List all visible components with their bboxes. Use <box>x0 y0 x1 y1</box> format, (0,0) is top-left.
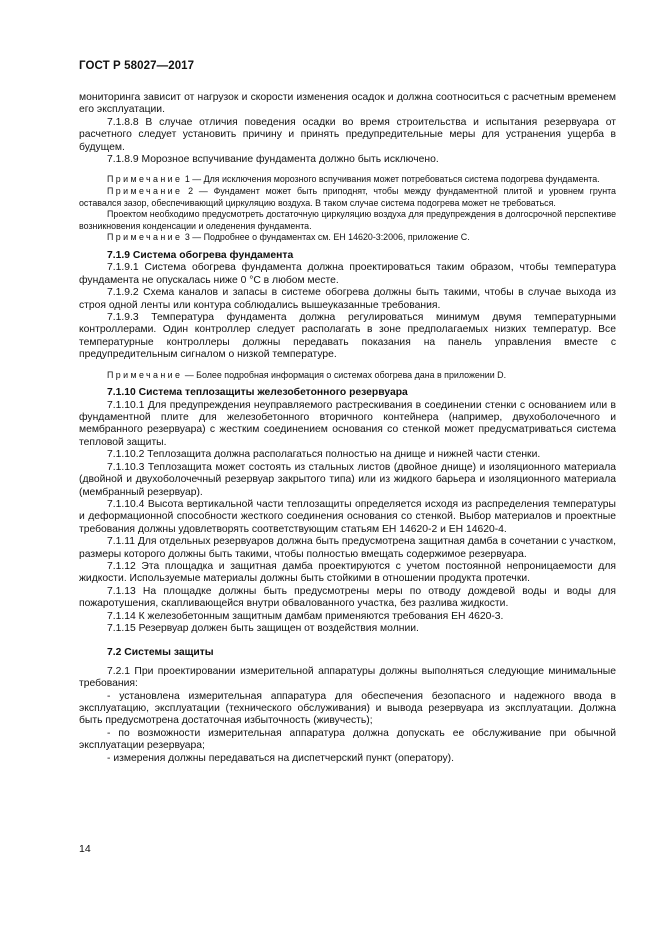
note-text: 3 — Подробнее о фундаментах см. ЕН 14620-3:2006, приложение С. <box>182 232 470 243</box>
note-2 <box>79 186 616 209</box>
document-header: ГОСТ Р 58027—2017 <box>79 60 195 72</box>
note-label: Примечание <box>107 369 183 380</box>
paragraph-7-1-10-3: 7.1.10.3 Теплозащита может состоять из стальных листов (двойное днище) и изоляционного материала (двойной и двухоболочечный резервуар закрытого типа) или из жидкого барьера и изоляционного материала (мембранный резервуар). <box>79 461 616 498</box>
paragraph-7-1-9-2: 7.1.9.2 Схема каналов и запасы в системе обогрева должны быть такими, чтобы в случае выхода из строя одной ленты или контура соблюдались вышеуказанные требования. <box>79 287 616 311</box>
paragraph-7-1-10-2: 7.1.10.2 Теплозащита должна располагаться полностью на днище и нижней части стенки. <box>107 449 541 461</box>
paragraph-7-1-15: 7.1.15 Резервуар должен быть защищен от воздействия молнии. <box>107 622 419 634</box>
note-text: — Более подробная информация о системах обогрева дана в приложении D. <box>182 369 507 380</box>
list-item: - измерения должны передаваться на диспетчерский пункт (оператору). <box>107 752 454 764</box>
section-heading-7-2: 7.2 Системы защиты <box>107 647 214 659</box>
section-heading-7-1-9: 7.1.9 Система обогрева фундамента <box>107 250 294 261</box>
paragraph-7-1-9-1: 7.1.9.1 Система обогрева фундамента должна проектироваться таким образом, чтобы температура фундамента не опускалась ниже 0 °С в любом месте. <box>79 262 616 286</box>
list-item: - установлена измерительная аппаратура для обеспечения безопасного и надежного ввода в эксплуатацию, эксплуатации (технического обслуживания) и вывода резервуара из эксплуатации. Должна быть предусмотрена достаточная избыточность (живучесть); <box>79 690 616 727</box>
paragraph-7-1-13: 7.1.13 На площадке должны быть предусмотрены меры по отводу дождевой воды и воды для пожаротушения, скапливающейся внутри обвалованного участка, без разлива жидкости. <box>79 585 616 610</box>
paragraph-7-1-8-8: 7.1.8.8 В случае отличия поведения осадки во время строительства и испытания резервуара от расчетного следует установить причину и принять предупредительные меры для устранения ущерба в будущем. <box>79 116 616 153</box>
note-3 <box>79 232 616 244</box>
paragraph-7-1-9-3: 7.1.9.3 Температура фундамента должна регулироваться минимум двумя температурными контроллерами. Один контроллер следует располагать в зоне предполагаемых низких температур. Все температурные контроллеры должны передавать показания на панель управления вместе с предупредительным сигналом о низкой температуре. <box>79 312 616 361</box>
paragraph-7-1-11: 7.1.11 Для отдельных резервуаров должна быть предусмотрена защитная дамба в сочетании с участком, размеры которого должны быть такими, чтобы полностью вмещать содержимое резервуара. <box>79 536 616 560</box>
page-number: 14 <box>79 843 91 855</box>
list-item: - по возможности измерительная аппаратура должна допускать ее обслуживание при обычной эксплуатации резервуара; <box>79 727 616 752</box>
page-content <box>79 92 616 765</box>
note-label: Примечание <box>107 174 183 185</box>
paragraph-7-1-10-1: 7.1.10.1 Для предупреждения неуправляемого растрескивания в соединении стенки с основанием или в фундаментной плите для железобетонного вторичного контейнера (например, двухоболочечного и мембранного резервуара) с жестким соединением основания со стенкой может предусматриваться система тепловой защиты. <box>79 399 616 448</box>
note-text: 2 — Фундамент может быть приподнят, чтобы между фундаментной плитой и уровнем грунта оставался зазор, обеспечивающий циркуляцию воздуха. В таком случае система подогрева может не требоваться. <box>79 186 616 208</box>
section-heading-7-1-10: 7.1.10 Система теплозащиты железобетонного резервуара <box>107 387 408 399</box>
note-4 <box>79 370 616 382</box>
paragraph-7-1-12: 7.1.12 Эта площадка и защитная дамба проектируются с учетом постоянной непроницаемости для жидкости. Используемые материалы должны быть стойкими в отношении продукта протечки. <box>79 560 616 585</box>
paragraph-continuation: мониторинга зависит от нагрузок и скорости изменения осадок и должна соотноситься с расчетным временем его эксплуатации. <box>79 92 616 116</box>
note-2-extra: Проектом необходимо предусмотреть достаточную циркуляцию воздуха для предупреждения в долгосрочной перспективе возникновения конденсации и оледенения фундамента. <box>79 209 616 231</box>
paragraph-7-1-8-9: 7.1.8.9 Морозное вспучивание фундамента должно быть исключено. <box>107 154 439 166</box>
note-label: Примечание <box>107 232 183 243</box>
note-label: Примечание <box>107 186 183 197</box>
paragraph-7-2-1: 7.2.1 При проектировании измерительной аппаратуры должны выполняться следующие минимальные требования: <box>79 665 616 690</box>
note-text: 1 — Для исключения морозного вспучивания может потребоваться система подогрева фундамента. <box>182 174 600 185</box>
paragraph-7-1-14: 7.1.14 К железобетонным защитным дамбам применяются требования ЕН 4620-3. <box>107 610 504 622</box>
paragraph-7-1-10-4: 7.1.10.4 Высота вертикальной части теплозащиты определяется исходя из распределения температуры и деформационной способности жесткого соединения основания со стенкой. Выбор материалов и проектные требования должны удовлетворять соответствующим статьям ЕН 14620-2 и ЕН 14620-4. <box>79 498 616 535</box>
note-1 <box>79 174 616 186</box>
